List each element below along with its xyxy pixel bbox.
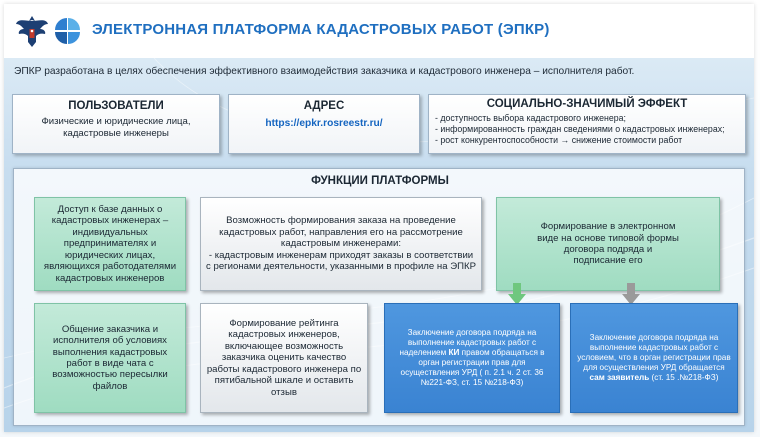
effect-box — [428, 94, 746, 154]
users-box — [12, 94, 220, 154]
chat-box: Общение заказчика и исполнителя об условиях выполнения кадастровых работ в виде чата с возможностью пересылки файлов — [34, 303, 186, 413]
content-area — [4, 58, 754, 432]
address-heading: АДРЕС — [303, 100, 345, 112]
contract-ki-box — [384, 303, 560, 413]
users-heading: ПОЛЬЗОВАТЕЛИ — [68, 100, 164, 112]
intro-text: ЭПКР разработана в целях обеспечения эффективного взаимодействия заказчика и кадастрового инженера – исполнителя работ. — [14, 66, 635, 77]
order-text: Возможность формирования заказа на проведение кадастровых работ, направления его на рассмотрение кадастровым инженерами: - кадастровым инженерам приходят заказы в соответствии с регионами деятельности, указанными в профиле на ЭПКР — [206, 215, 476, 273]
contract-form-box: Формирование в электронном виде на основе типовой формы договора подряда и подписание его — [496, 197, 720, 291]
arrow-down-green-icon — [508, 283, 526, 305]
rosreestr-eagle-icon — [14, 12, 50, 50]
contract-applicant-text: Заключение договора подряда на выполнение кадастровых работ с условием, что в орган регистрации прав для осуществления УРД обращается сам заявитель (ст. 15 .№218-ФЗ) — [577, 333, 731, 382]
effect-item: - рост конкурентоспособности → снижение стоимости работ — [435, 135, 683, 145]
effect-item: - доступность выбора кадастрового инженера; — [435, 113, 626, 123]
db-access-box: Доступ к базе данных о кадастровых инженерах – индивидуальных предпринимателях и юридических лицах, являющихся работодателями кадастровых инженеров — [34, 197, 186, 291]
header — [4, 4, 754, 58]
contract-ki-text: Заключение договора подряда на выполнение кадастровых работ с наделением КИ правом обращаться в орган регистрации прав для осуществления УРД ( п. 2.1 ч. 2 ст. 36 №221-ФЗ, ст. 15 №218-ФЗ) — [399, 328, 545, 387]
epkr-logo-icon — [52, 16, 82, 46]
slide — [4, 4, 754, 432]
arrow-down-grey-icon — [622, 283, 640, 305]
effect-heading: СОЦИАЛЬНО-ЗНАЧИМЫЙ ЭФФЕКТ — [486, 98, 688, 110]
effect-item: - информированность граждан сведениями о кадастровых инженерах; — [435, 124, 725, 134]
effect-list — [429, 113, 745, 146]
page-title: ЭЛЕКТРОННАЯ ПЛАТФОРМА КАДАСТРОВЫХ РАБОТ (ЭПКР) — [92, 21, 550, 38]
contract-applicant-box — [570, 303, 738, 413]
functions-panel — [13, 168, 745, 426]
functions-title: ФУНКЦИИ ПЛАТФОРМЫ — [311, 175, 449, 187]
rating-box: Формирование рейтинга кадастровых инженеров, включающее возможность заказчика оценить качество работы кадастрового инженера по пятибальной шкале и оставить отзыв — [200, 303, 368, 413]
users-text: Физические и юридические лица, кадастровые инженеры — [41, 116, 191, 139]
address-box — [228, 94, 420, 154]
order-box — [200, 197, 482, 291]
address-link[interactable]: https://epkr.rosreestr.ru/ — [265, 118, 383, 129]
